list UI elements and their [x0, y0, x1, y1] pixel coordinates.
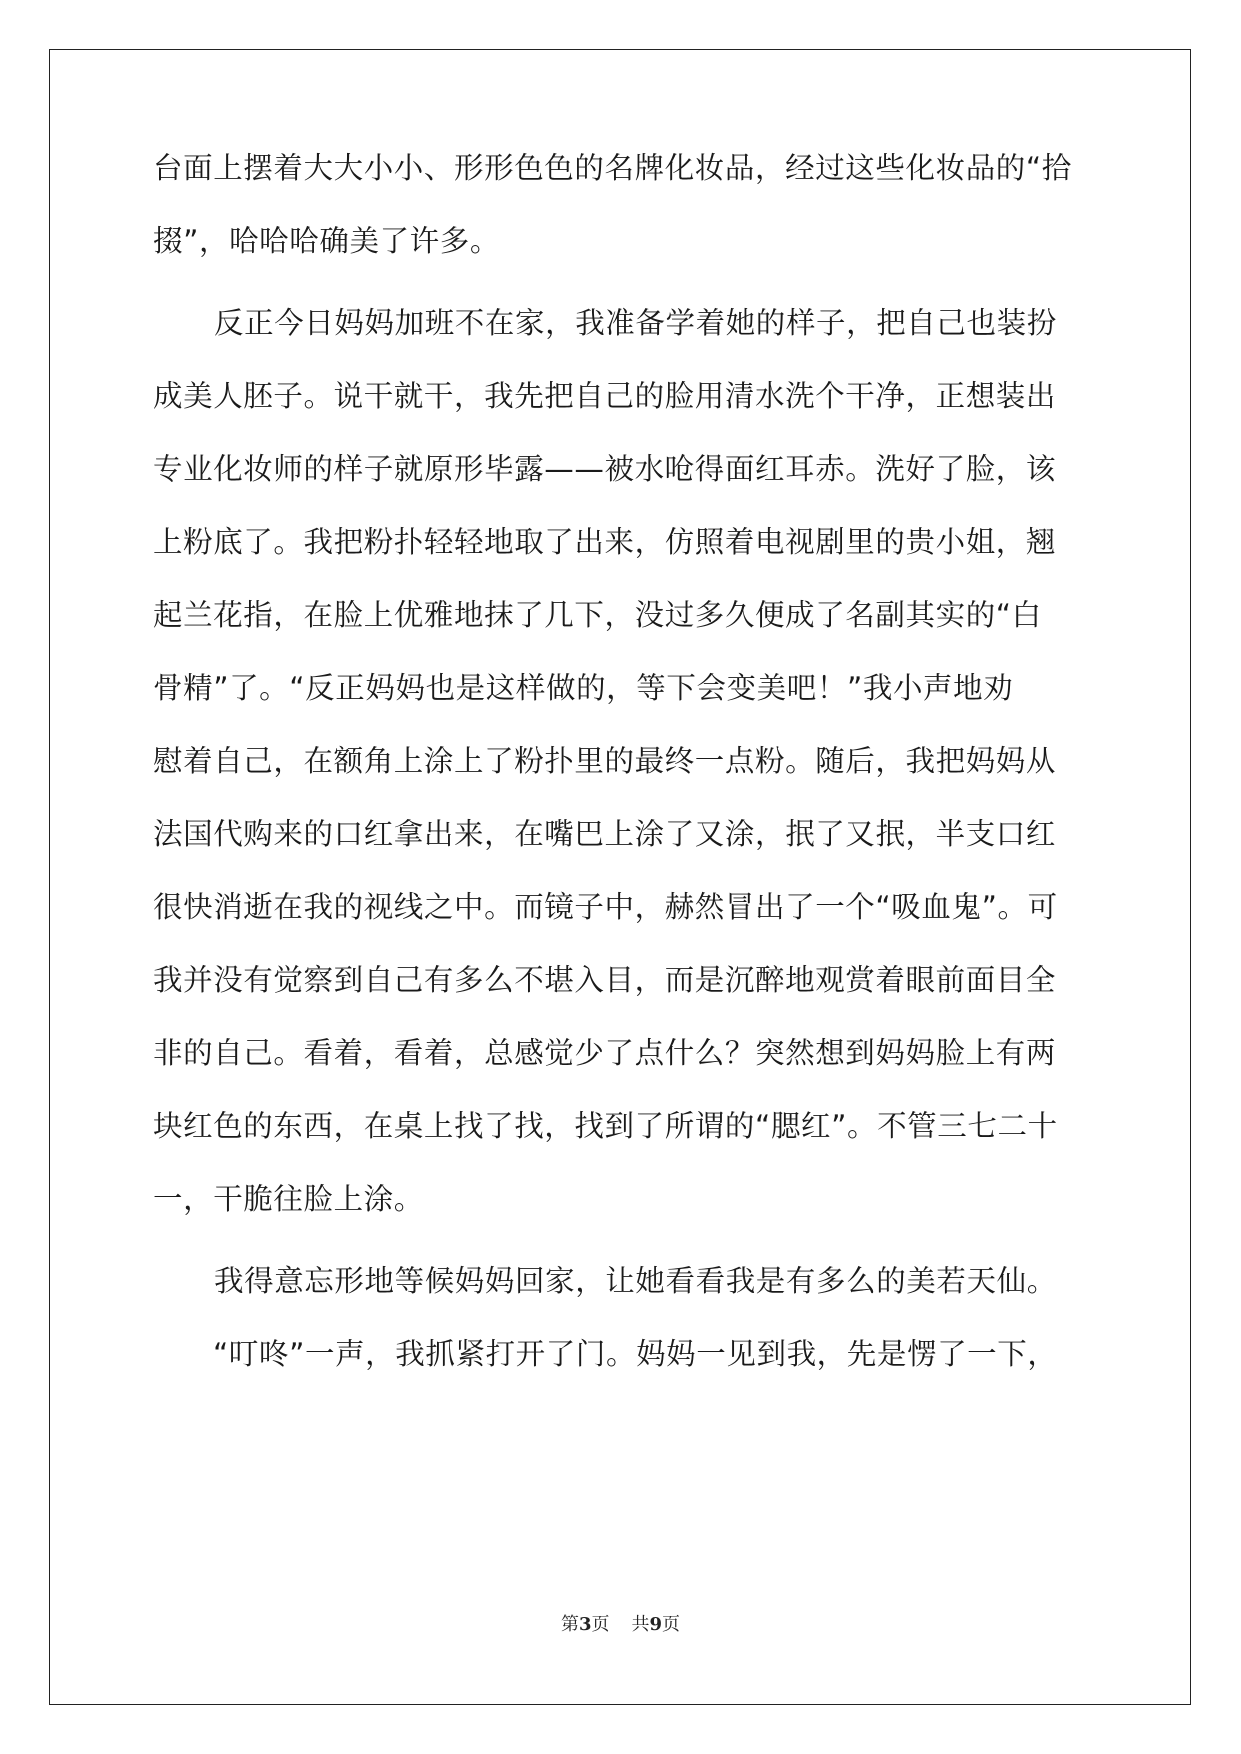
- text-line: 骨精”了。“反正妈妈也是这样做的，等下会变美吧！”我小声地劝: [153, 671, 1014, 705]
- page-number: 3: [578, 1614, 592, 1635]
- paragraph-first-line: “叮咚”一声，我抓紧打开了门。妈妈一见到我，先是愣了一下，: [213, 1337, 1058, 1371]
- page-suffix: 页: [591, 1614, 610, 1635]
- text-line: 慰着自己，在额角上涂上了粉扑里的最终一点粉。随后，我把妈妈从: [153, 744, 1057, 778]
- paragraph-first-line: 反正今日妈妈加班不在家，我准备学着她的样子，把自己也装扮: [214, 306, 1057, 340]
- page-footer: [0, 1610, 1241, 1636]
- paragraph-first-line: 我得意忘形地等候妈妈回家，让她看看我是有多么的美若天仙。: [214, 1264, 1057, 1298]
- text-line: 一，干脆往脸上涂。: [153, 1182, 424, 1216]
- text-line: 法国代购来的口红拿出来，在嘴巴上涂了又涂，抿了又抿，半支口红: [153, 817, 1057, 851]
- text-line: 专业化妆师的样子就原形毕露——被水呛得面红耳赤。洗好了脸，该: [153, 452, 1057, 486]
- text-line: 台面上摆着大大小小、形形色色的名牌化妆品，经过这些化妆品的“拾: [153, 151, 1072, 185]
- total-suffix: 页: [662, 1614, 681, 1635]
- page-total: 9: [649, 1614, 663, 1635]
- text-line: 块红色的东西，在桌上找了找，找到了所谓的“腮红”。不管三七二十: [153, 1109, 1058, 1143]
- text-line: 我并没有觉察到自己有多么不堪入目，而是沉醉地观赏着眼前面目全: [153, 963, 1057, 997]
- text-line: 非的自己。看着，看着，总感觉少了点什么？突然想到妈妈脸上有两: [153, 1036, 1057, 1070]
- text-line: 很快消逝在我的视线之中。而镜子中，赫然冒出了一个“吸血鬼”。可: [153, 890, 1058, 924]
- text-line: 上粉底了。我把粉扑轻轻地取了出来，仿照着电视剧里的贵小姐，翘: [153, 525, 1057, 559]
- text-line: 成美人胚子。说干就干，我先把自己的脸用清水洗个干净，正想装出: [153, 379, 1057, 413]
- total-prefix: 共: [631, 1614, 650, 1635]
- page-border: [49, 49, 1191, 1705]
- text-line: 掇”，哈哈哈确美了许多。: [153, 224, 500, 258]
- text-line: 起兰花指，在脸上优雅地抹了几下，没过多久便成了名副其实的“白: [153, 598, 1042, 632]
- page-prefix: 第: [560, 1614, 579, 1635]
